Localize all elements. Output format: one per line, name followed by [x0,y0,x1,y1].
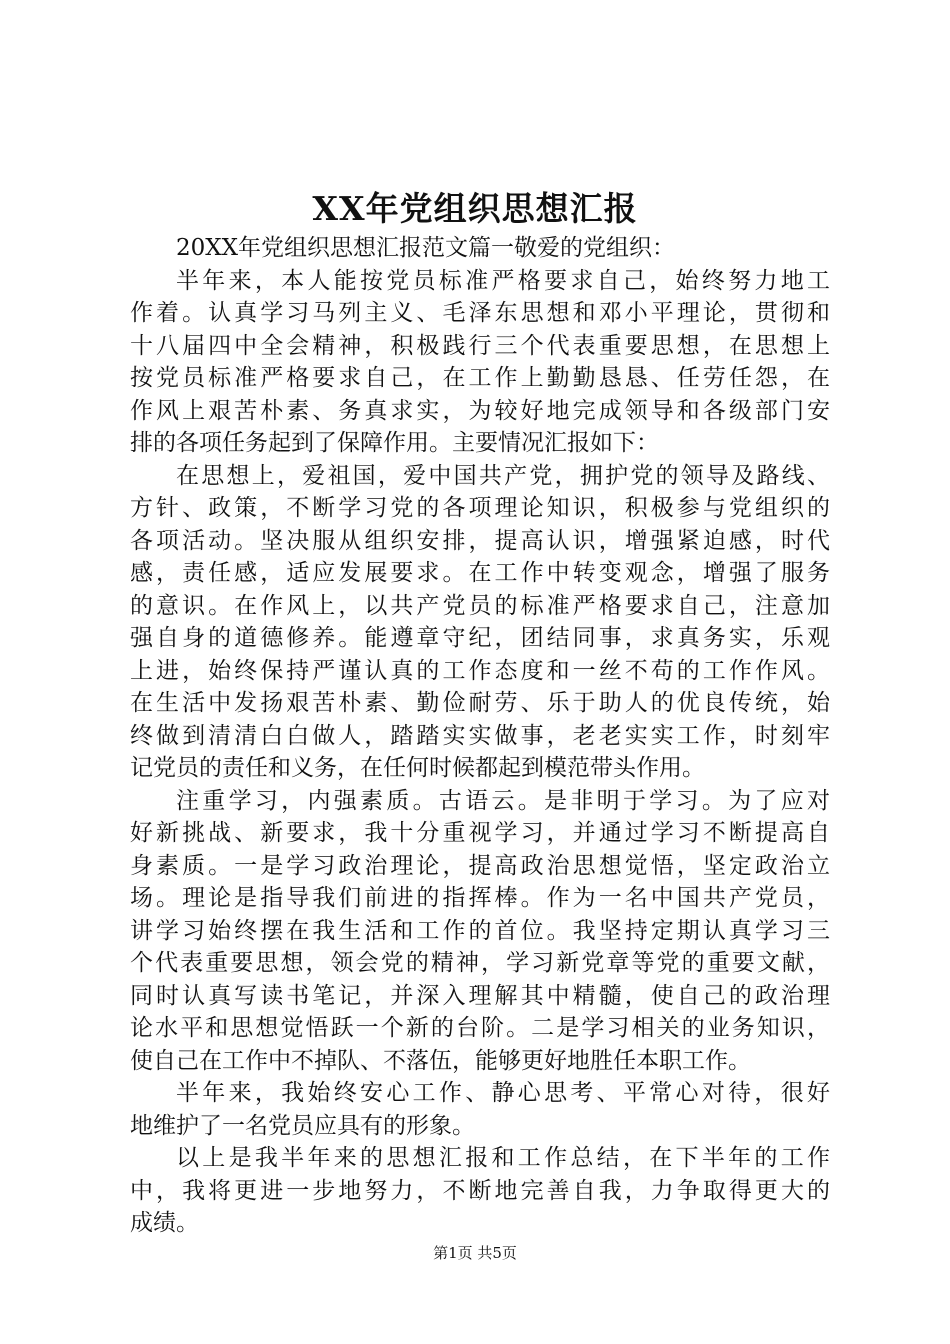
text-line: 在生活中发扬艰苦朴素、勤俭耐劳、乐于助人的优良传统，始 [130,690,830,716]
text-line: 各项活动。坚决服从组织安排，提高认识，增强紧迫感，时代 [130,527,830,554]
text-line: 方针、政策，不断学习党的各项理论知识，积极参与党组织的 [130,495,830,521]
text-line: 注重学习，内强素质。古语云。是非明于学习。为了应对 [176,787,830,814]
text-line: 论水平和思想觉悟跃一个新的台阶。二是学习相关的业务知识， [130,1015,830,1041]
document-body [130,232,830,1240]
text-line: 身素质。一是学习政治理论，提高政治思想觉悟，坚定政治立 [130,852,830,879]
text-line: 讲学习始终摆在我生活和工作的首位。我坚持定期认真学习三 [130,917,830,944]
text-line: 使自己在工作中不掉队、不落伍，能够更好地胜任本职工作。 [130,1047,751,1074]
text-line: 以上是我半年来的思想汇报和工作总结，在下半年的工作 [176,1145,830,1171]
text-line: 个代表重要思想，领会党的精神，学习新党章等党的重要文献， [130,950,830,976]
text-line: 上进，始终保持严谨认真的工作态度和一丝不苟的工作作风。 [130,657,830,684]
text-line: 成绩。 [130,1210,199,1236]
text-line: 中，我将更进一步地努力，不断地完善自我，力争取得更大的 [130,1177,830,1204]
text-line: 记党员的责任和义务，在任何时候都起到模范带头作用。 [130,755,705,781]
text-line: 十八届四中全会精神，积极践行三个代表重要思想，在思想上 [130,332,830,359]
text-line: 强自身的道德修养。能遵章守纪，团结同事，求真务实，乐观 [130,625,830,651]
page-footer: 第1页 共5页 [433,1244,517,1262]
text-line: 在思想上，爱祖国，爱中国共产党，拥护党的领导及路线、 [176,462,830,489]
text-line: 半年来，本人能按党员标准严格要求自己，始终努力地工 [176,267,830,294]
text-line: 排的各项任务起到了保障作用。主要情况汇报如下： [130,430,659,456]
text-line: 好新挑战、新要求，我十分重视学习，并通过学习不断提高自 [130,820,830,846]
text-line: 终做到清清白白做人，踏踏实实做事，老老实实工作，时刻牢 [130,722,830,749]
text-line: 场。理论是指导我们前进的指挥棒。作为一名中国共产党员， [130,885,830,911]
text-line: 的意识。在作风上，以共产党员的标准严格要求自己，注意加 [130,592,830,619]
text-line: 地维护了一名党员应具有的形象。 [130,1112,475,1139]
text-line: 同时认真写读书笔记，并深入理解其中精髓，使自己的政治理 [130,982,830,1009]
text-line: 20XX年党组织思想汇报范文篇一敬爱的党组织： [176,235,676,261]
text-line: 作着。认真学习马列主义、毛泽东思想和邓小平理论，贯彻和 [130,300,830,326]
text-line: 作风上艰苦朴素、务真求实，为较好地完成领导和各级部门安 [130,397,830,424]
text-line: 按党员标准严格要求自己，在工作上勤勤恳恳、任劳任怨，在 [130,365,830,391]
document-title: XX年党组织思想汇报 [312,189,638,228]
text-line: 半年来，我始终安心工作、静心思考、平常心对待，很好 [176,1080,830,1106]
text-line: 感，责任感，适应发展要求。在工作中转变观念，增强了服务 [130,560,830,586]
